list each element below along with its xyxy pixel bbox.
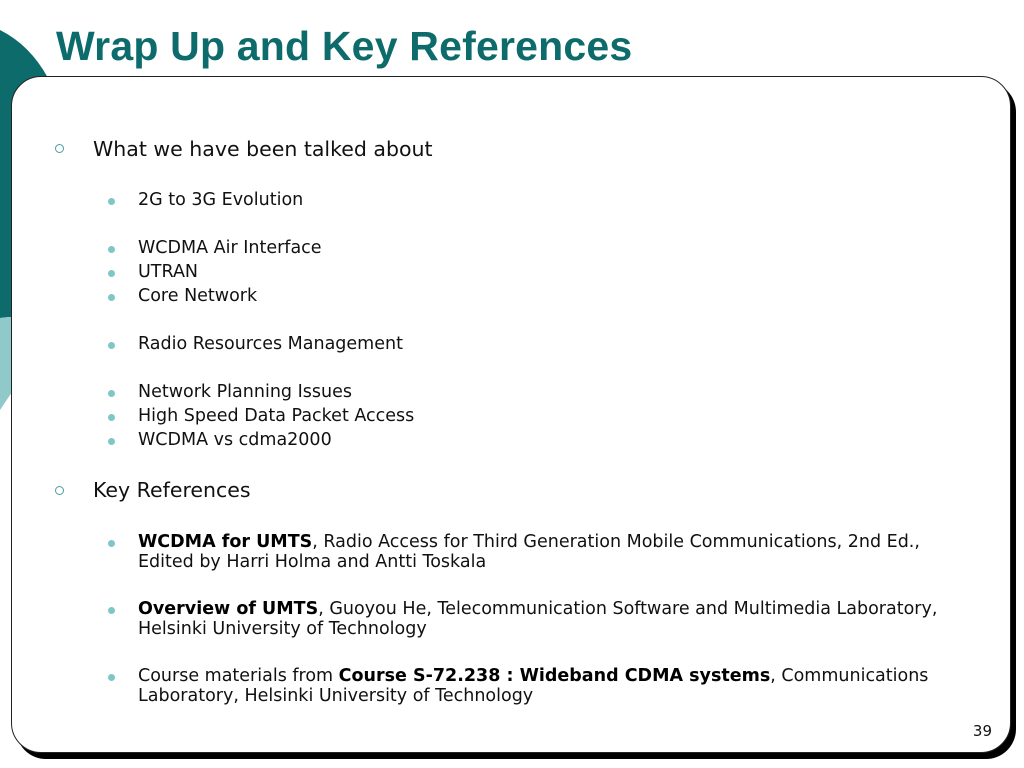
list-item: WCDMA Air Interface — [138, 238, 322, 258]
dot-bullet-icon — [108, 674, 115, 681]
list-item: Core Network — [138, 286, 258, 306]
dot-bullet-icon — [108, 342, 115, 349]
page-number: 39 — [972, 722, 992, 740]
dot-bullet-icon — [108, 414, 115, 421]
list-item: UTRAN — [138, 262, 199, 282]
dot-bullet-icon — [108, 540, 115, 547]
list-item: WCDMA vs cdma2000 — [138, 430, 332, 450]
reference-prefix: Course materials from — [138, 666, 339, 686]
section-heading-key-references: Key References — [93, 478, 251, 502]
reference-details: , Guoyou He, Telecommunication Software and Multimedia Laboratory, Helsinki University of Technology — [138, 599, 938, 639]
list-item: 2G to 3G Evolution — [138, 190, 304, 210]
dot-bullet-icon — [108, 294, 115, 301]
list-item: Network Planning Issues — [138, 382, 352, 402]
dot-bullet-icon — [108, 607, 115, 614]
reference-title: Course S-72.238 : Wideband CDMA systems — [338, 666, 771, 686]
dot-bullet-icon — [108, 438, 115, 445]
slide-title: Wrap Up and Key References — [56, 23, 633, 69]
dot-bullet-icon — [108, 390, 115, 397]
reference-title: WCDMA for UMTS — [138, 532, 313, 552]
reference-item — [138, 600, 958, 639]
reference-item — [138, 533, 958, 572]
hollow-circle-bullet-icon — [55, 486, 64, 495]
section-heading-talked-about: What we have been talked about — [93, 137, 433, 161]
reference-item — [138, 667, 958, 706]
reference-title: Overview of UMTS — [138, 599, 319, 619]
list-item: High Speed Data Packet Access — [138, 406, 415, 426]
hollow-circle-bullet-icon — [55, 144, 64, 153]
reference-details: , Radio Access for Third Generation Mobile Communications, 2nd Ed., Edited by Harri Holma and Antti Toskala — [138, 532, 920, 572]
dot-bullet-icon — [108, 246, 115, 253]
dot-bullet-icon — [108, 198, 115, 205]
list-item: Radio Resources Management — [138, 334, 403, 354]
reference-details: , Communications Laboratory, Helsinki University of Technology — [138, 666, 929, 706]
dot-bullet-icon — [108, 270, 115, 277]
